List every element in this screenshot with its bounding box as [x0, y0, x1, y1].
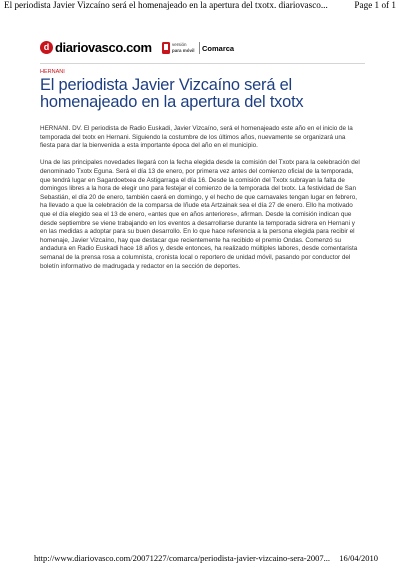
print-footer [0, 553, 400, 564]
print-header [0, 0, 400, 11]
article-body [40, 125, 362, 280]
masthead-divider [199, 42, 200, 54]
print-header-page-number: Page 1 of 1 [354, 0, 396, 10]
print-footer-url: http://www.diariovasco.com/20071227/comarca/periodista-javier-vizcaino-sera-2007... [34, 553, 330, 563]
article-kicker: HERNANI [40, 69, 65, 75]
masthead [40, 40, 380, 56]
diariovasco-logo-icon[interactable]: d [40, 41, 53, 54]
article-paragraph: Una de las principales novedades llegará con la fecha elegida desde la comisión del Txotx para la celebración del denominado Txotx Eguna. Será el día 13 de enero, por primera vez antes del comienzo oficial de la temporada, que tendrá lugar en Sagardoetxea de Astigarraga el día 16. Desde la comisión del Txotx subrayan la falta de domingos libres a la hora de elegir uno para festejar el comienzo de la temporada del txotx. La festividad de San Sebastián, el día 20 de enero, también caerá en domingo, y el hecho de que carnavales tengan lugar en febrero, ha llevado a que la celebración de la comparsa de Iñude eta Artzainak sea el día 27 de enero. Ello ha motivado que el día elegido sea el 13 de enero, «antes que en años anteriores», afirman. Desde la comisión indican que desde septiembre se viene trabajando en los eventos a desarrollarse durante la temporada sidrera en Hernani y en las medidas a adoptar para su buen desarrollo. En lo que hace referencia a la persona elegida para recibir el homenaje, Javier Vizcaíno, hay que destacar que recientemente ha recibido el premio Ondas. Comenzó su andadura en Radio Euskadi hace 18 años y, desde entonces, ha realizado múltiples labores, desde comentarista semanal de la prensa rosa a columnista, cronista local o reportero de unidad móvil, pasando por conductor del boletín informativo de madrugada y redactor en la sección de deportes. [40, 159, 360, 270]
mobile-version-line2: para móvil [172, 47, 195, 53]
site-logo[interactable]: diariovasco.com [55, 40, 152, 55]
article-paragraph: HERNANI. DV. El periodista de Radio Euskadi, Javier Vizcaíno, será el homenajeado este año en el inicio de la temporada del txotx en Hernani. Siguiendo la costumbre de los últimos años, nuevamente se organizará una fiesta para dar la bienvenida a esta importante época del año en el municipio. [40, 125, 353, 150]
print-header-title: El periodista Javier Vizcaíno será el homenajeado en la apertura del txotx. diariovasco... [4, 0, 328, 10]
mobile-version-label [172, 42, 196, 53]
print-footer-date: 16/04/2010 [339, 553, 378, 563]
section-label[interactable]: Comarca [202, 44, 235, 53]
header-rule [40, 63, 365, 64]
mobile-phone-icon [162, 42, 170, 54]
mobile-version-line1: versión [172, 42, 187, 47]
mobile-version-link[interactable] [162, 41, 234, 55]
article-headline: El periodista Javier Vizcaíno será el homenajeado en la apertura del txotx [40, 76, 304, 111]
